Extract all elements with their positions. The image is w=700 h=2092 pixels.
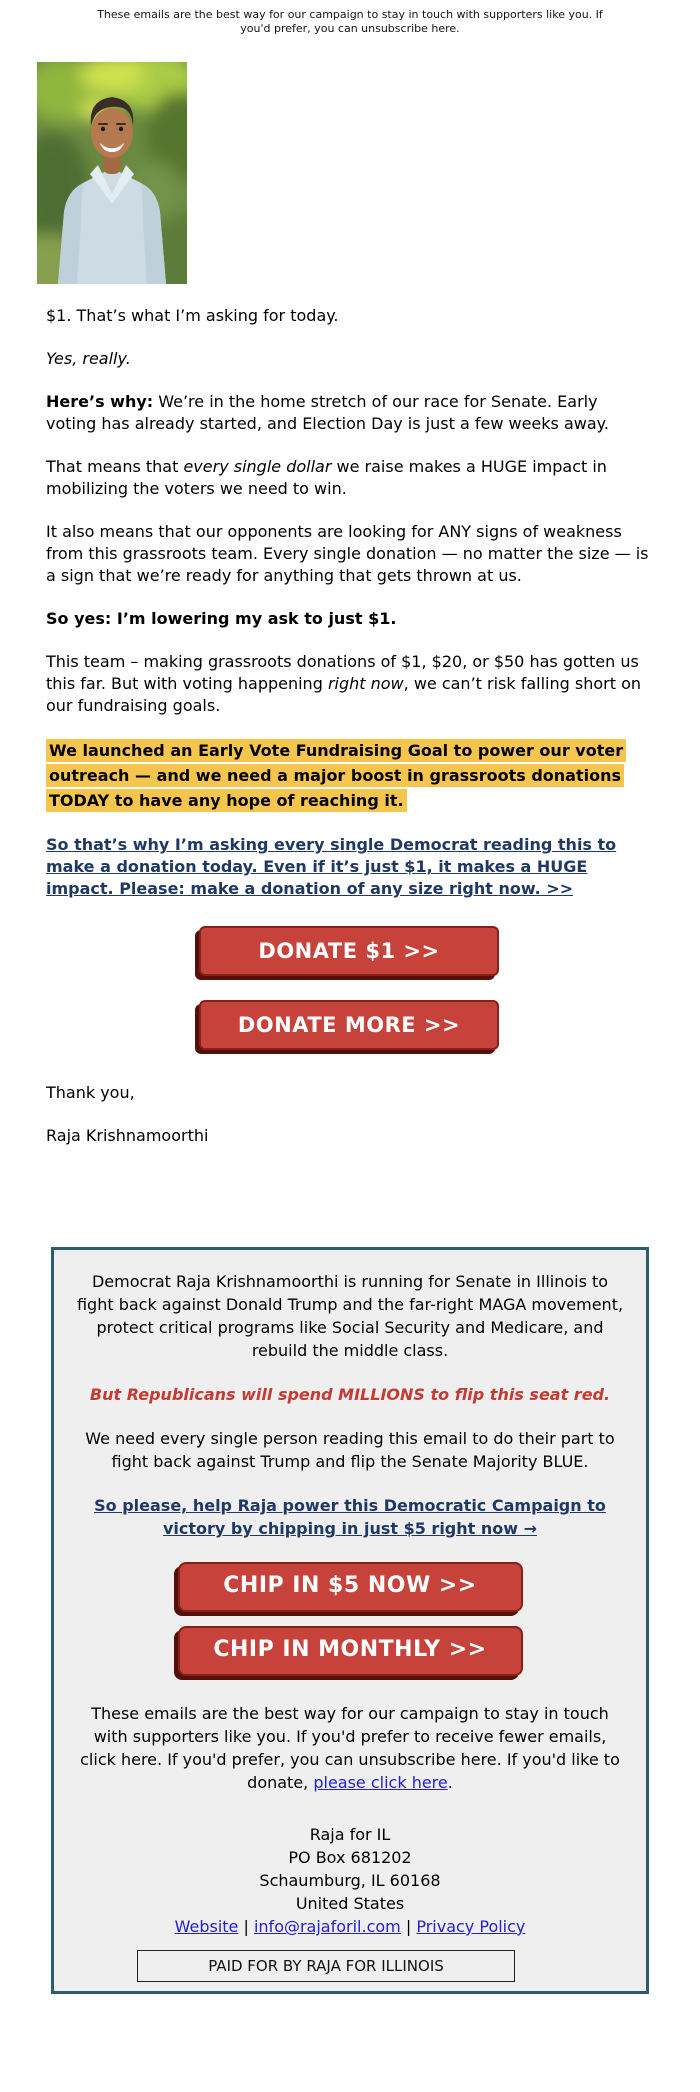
republicans-warning-text: But Republicans will spend MILLIONS to flip this seat red. bbox=[89, 1385, 611, 1404]
heres-why-lead: Here’s why: bbox=[46, 392, 154, 411]
opponents-paragraph: It also means that our opponents are looking for ANY signs of weakness from this grassroots team. Every single donation — no matter the size — is a sign that we’re ready for anything that gets thrown at us. bbox=[46, 522, 649, 585]
yellow-highlight-text: We launched an Early Vote Fundraising Goal to power our voter outreach — and we need a major boost in grassroots donations TODAY to have any hope of reaching it. bbox=[46, 739, 626, 812]
candidate-photo bbox=[37, 62, 187, 284]
donation-link-paragraph bbox=[46, 834, 652, 900]
fight-back-paragraph: We need every single person reading this email to do their part to fight back against Trump and flip the Senate Majority BLUE. bbox=[85, 1429, 615, 1471]
lowering-ask-paragraph: So yes: I’m lowering my ask to just $1. bbox=[46, 609, 397, 628]
donate-1-dollar-button[interactable]: DONATE $1 >> bbox=[199, 926, 499, 976]
footer-links-row bbox=[76, 1915, 624, 1938]
address-country: United States bbox=[295, 1894, 405, 1913]
address-city: Schaumburg, IL 60168 bbox=[259, 1871, 441, 1890]
ask-paragraph: $1. That’s what I’m asking for today. bbox=[46, 306, 339, 325]
chip-in-link-paragraph bbox=[76, 1494, 624, 1540]
email-address-link[interactable]: info@rajaforil.com bbox=[253, 1917, 401, 1936]
highlighted-goal-paragraph bbox=[46, 738, 652, 813]
every-dollar-paragraph: That means that every single dollar we raise makes a HUGE impact in mobilizing the voters we need to win. bbox=[46, 457, 607, 498]
link-separator: | bbox=[243, 1917, 249, 1936]
thank-you-text: Thank you, bbox=[46, 1083, 135, 1102]
link-separator: | bbox=[405, 1917, 412, 1936]
campaign-footer-box bbox=[51, 1247, 649, 1994]
make-donation-text-link[interactable]: So that’s why I’m asking every single Democrat reading this to make a donation today. Even if it’s just $1, it makes a HUGE impact. Please: make a donation of any size right now. >> bbox=[46, 835, 617, 898]
email-content bbox=[46, 305, 652, 1147]
this-team-paragraph: This team – making grassroots donations of $1, $20, or $50 has gotten us this far. But with voting happening right now, we can’t risk falling short on our fundraising goals. bbox=[46, 652, 642, 715]
signature-name: Raja Krishnamoorthi bbox=[46, 1126, 209, 1145]
donate-more-button[interactable]: DONATE MORE >> bbox=[199, 1000, 499, 1050]
please-click-here-link[interactable]: please click here bbox=[313, 1773, 448, 1792]
privacy-policy-link[interactable]: Privacy Policy bbox=[416, 1917, 526, 1936]
address-org: Raja for IL bbox=[309, 1825, 391, 1844]
footer-disclaimer-paragraph: These emails are the best way for our campaign to stay in touch with supporters like you. If you'd prefer to receive fewer emails, click here. If you'd prefer, you can unsubscribe here. If you'd like to donate, please click here. bbox=[80, 1704, 620, 1792]
chip-in-monthly-button[interactable]: CHIP IN MONTHLY >> bbox=[178, 1626, 523, 1676]
preheader-text: These emails are the best way for our campaign to stay in touch with supporters like you. If you'd prefer, you can unsubscribe here. bbox=[97, 8, 603, 35]
chip-in-5-now-button[interactable]: CHIP IN $5 NOW >> bbox=[178, 1562, 523, 1612]
paid-for-disclaimer: PAID FOR BY RAJA FOR ILLINOIS bbox=[137, 1950, 515, 1982]
campaign-address bbox=[76, 1823, 624, 1915]
yes-really-paragraph: Yes, really. bbox=[46, 349, 131, 368]
chip-in-text-link[interactable]: So please, help Raja power this Democratic Campaign to victory by chipping in just $5 right now → bbox=[94, 1496, 606, 1538]
signature-block bbox=[46, 1082, 652, 1147]
about-candidate-paragraph: Democrat Raja Krishnamoorthi is running for Senate in Illinois to fight back against Donald Trump and the far-right MAGA movement, protect critical programs like Social Security and Medicare, and rebuild the middle class. bbox=[76, 1272, 624, 1360]
address-po-box: PO Box 681202 bbox=[288, 1848, 412, 1867]
heres-why-paragraph: Here’s why: We’re in the home stretch of our race for Senate. Early voting has already started, and Election Day is just a few weeks away. bbox=[46, 392, 609, 433]
candidate-photo-image bbox=[37, 62, 187, 284]
website-link[interactable]: Website bbox=[174, 1917, 239, 1936]
